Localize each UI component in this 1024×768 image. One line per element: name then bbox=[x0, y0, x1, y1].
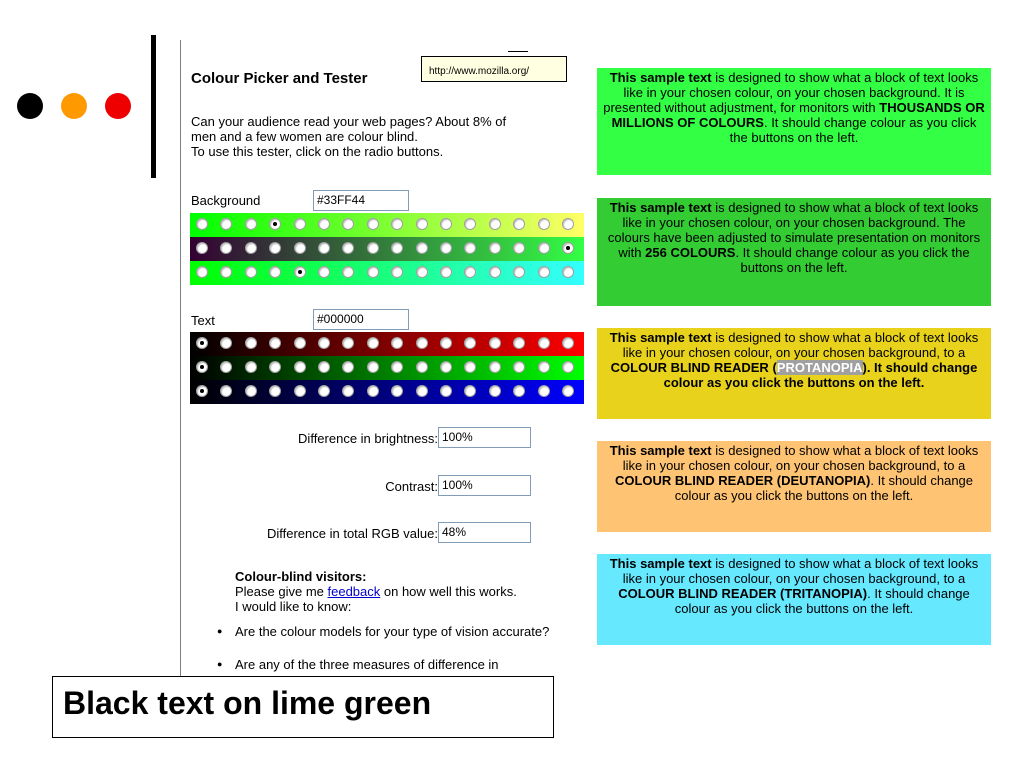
content-divider bbox=[180, 40, 181, 680]
colourblind-heading: Colour-blind visitors: bbox=[235, 569, 367, 584]
colour-radio[interactable] bbox=[391, 337, 403, 349]
sample-panel-protanopia bbox=[597, 328, 991, 419]
colour-radio[interactable] bbox=[464, 266, 476, 278]
brightness-field: 100% bbox=[438, 427, 531, 448]
background-swatch-row bbox=[190, 261, 584, 285]
colour-radio[interactable] bbox=[269, 361, 281, 373]
sample-lead: This sample text bbox=[609, 443, 712, 458]
colour-radio[interactable] bbox=[318, 385, 330, 397]
colour-radio[interactable] bbox=[294, 337, 306, 349]
protanopia-highlight: PROTANOPIA bbox=[776, 360, 863, 375]
colour-radio[interactable] bbox=[367, 218, 379, 230]
colour-radio[interactable] bbox=[464, 218, 476, 230]
colour-radio[interactable] bbox=[513, 266, 525, 278]
sample-emphasis: 256 COLOURS bbox=[645, 245, 736, 260]
colour-radio[interactable] bbox=[245, 242, 257, 254]
colour-radio[interactable] bbox=[220, 218, 232, 230]
feedback-post: on how well this works. bbox=[380, 584, 517, 599]
colour-radio[interactable] bbox=[269, 385, 281, 397]
text-label: Text bbox=[191, 313, 215, 328]
colour-radio[interactable] bbox=[220, 242, 232, 254]
know-line: I would like to know: bbox=[235, 599, 352, 614]
sample-body: is designed to show what a block of text looks like in your chosen colour, on your chosen background. The colours have been adjusted to simulate presentation on monitors with bbox=[607, 200, 981, 260]
intro-text bbox=[191, 114, 586, 159]
colour-radio[interactable] bbox=[440, 361, 452, 373]
colour-radio[interactable] bbox=[269, 266, 281, 278]
colour-radio[interactable] bbox=[220, 385, 232, 397]
sample-lead: This sample text bbox=[609, 330, 712, 345]
colour-radio[interactable] bbox=[245, 361, 257, 373]
colour-radio[interactable] bbox=[489, 337, 501, 349]
colour-radio[interactable] bbox=[538, 385, 550, 397]
text-hex-input[interactable]: #000000 bbox=[313, 309, 409, 330]
colour-radio[interactable] bbox=[538, 337, 550, 349]
colour-radio[interactable] bbox=[342, 361, 354, 373]
colour-radio[interactable] bbox=[269, 242, 281, 254]
background-hex-input[interactable]: #33FF44 bbox=[313, 190, 409, 211]
colour-radio[interactable] bbox=[416, 218, 428, 230]
slide-caption: Black text on lime green bbox=[52, 676, 554, 738]
colour-radio[interactable] bbox=[562, 218, 574, 230]
rgb-difference-label: Difference in total RGB value: bbox=[266, 526, 438, 541]
colour-radio[interactable] bbox=[196, 337, 208, 349]
colour-radio[interactable] bbox=[220, 361, 232, 373]
colour-radio[interactable] bbox=[562, 385, 574, 397]
colour-radio[interactable] bbox=[196, 242, 208, 254]
colour-radio[interactable] bbox=[391, 385, 403, 397]
colour-radio[interactable] bbox=[440, 337, 452, 349]
colour-radio[interactable] bbox=[440, 385, 452, 397]
sample-panel-deutanopia bbox=[597, 441, 991, 532]
colour-radio[interactable] bbox=[538, 266, 550, 278]
colour-radio[interactable] bbox=[318, 361, 330, 373]
sample-emphasis: THOUSANDS OR MILLIONS OF COLOURS bbox=[611, 100, 985, 130]
colour-radio[interactable] bbox=[294, 242, 306, 254]
red-dot bbox=[105, 93, 131, 119]
colour-radio[interactable] bbox=[342, 242, 354, 254]
colour-radio[interactable] bbox=[513, 385, 525, 397]
orange-dot bbox=[61, 93, 87, 119]
sample-tail: . It should change colour as you click the buttons on the left. bbox=[729, 115, 977, 145]
colour-radio[interactable] bbox=[196, 218, 208, 230]
sample-body: is designed to show what a block of text looks like in your chosen colour, on your chosen background. It is presented without adjustment, for monitors with bbox=[603, 70, 979, 115]
colour-radio[interactable] bbox=[318, 266, 330, 278]
background-swatch-row bbox=[190, 213, 584, 237]
sample-body: is designed to show what a block of text looks like in your chosen colour, on your chosen background, to a bbox=[622, 556, 979, 586]
text-swatch-row bbox=[190, 380, 584, 404]
colour-radio[interactable] bbox=[245, 218, 257, 230]
feedback-link[interactable]: feedback bbox=[327, 584, 381, 599]
colour-radio[interactable] bbox=[416, 242, 428, 254]
colour-radio[interactable] bbox=[440, 218, 452, 230]
colour-radio[interactable] bbox=[513, 242, 525, 254]
sample-lead: This sample text bbox=[609, 200, 712, 215]
colour-radio[interactable] bbox=[562, 266, 574, 278]
colour-radio[interactable] bbox=[269, 337, 281, 349]
black-dot bbox=[17, 93, 43, 119]
intro-line: To use this tester, click on the radio buttons. bbox=[191, 144, 444, 159]
colour-radio[interactable] bbox=[367, 242, 379, 254]
colour-radio[interactable] bbox=[342, 385, 354, 397]
background-swatch-row bbox=[190, 237, 584, 261]
colour-radio[interactable] bbox=[391, 361, 403, 373]
colour-radio[interactable] bbox=[538, 242, 550, 254]
sample-lead: This sample text bbox=[609, 70, 712, 85]
colour-radio[interactable] bbox=[196, 361, 208, 373]
sample-emphasis: COLOUR BLIND READER (DEUTANOPIA) bbox=[614, 473, 871, 488]
colour-radio[interactable] bbox=[318, 218, 330, 230]
sample-body: is designed to show what a block of text looks like in your chosen colour, on your chosen background, to a bbox=[622, 330, 979, 360]
colour-radio[interactable] bbox=[489, 385, 501, 397]
colour-radio[interactable] bbox=[391, 266, 403, 278]
colour-radio[interactable] bbox=[220, 266, 232, 278]
colour-radio[interactable] bbox=[196, 385, 208, 397]
url-tooltip bbox=[421, 56, 567, 82]
colour-radio[interactable] bbox=[318, 242, 330, 254]
colour-radio[interactable] bbox=[464, 337, 476, 349]
colour-radio[interactable] bbox=[416, 385, 428, 397]
colourblind-section bbox=[235, 569, 585, 614]
colour-radio[interactable] bbox=[367, 337, 379, 349]
sample-tail: . It should change colour as you click the buttons on the left. bbox=[674, 586, 970, 616]
colour-radio[interactable] bbox=[513, 337, 525, 349]
tooltip-text: http://www.mozilla.org/ bbox=[429, 66, 530, 77]
colour-radio[interactable] bbox=[294, 361, 306, 373]
colour-radio[interactable] bbox=[294, 266, 306, 278]
colour-radio[interactable] bbox=[538, 218, 550, 230]
contrast-label: Contrast: bbox=[385, 479, 438, 494]
page-title: Colour Picker and Tester bbox=[191, 70, 368, 87]
rgb-difference-field: 48% bbox=[438, 522, 531, 543]
colour-radio[interactable] bbox=[489, 218, 501, 230]
colour-radio[interactable] bbox=[391, 242, 403, 254]
colour-radio[interactable] bbox=[562, 361, 574, 373]
colour-radio[interactable] bbox=[416, 337, 428, 349]
colour-radio[interactable] bbox=[342, 266, 354, 278]
colour-radio[interactable] bbox=[489, 266, 501, 278]
divider-bar bbox=[151, 35, 156, 178]
colour-radio[interactable] bbox=[464, 361, 476, 373]
colour-radio[interactable] bbox=[440, 266, 452, 278]
colour-radio[interactable] bbox=[562, 337, 574, 349]
sample-emphasis: COLOUR BLIND READER (TRITANOPIA) bbox=[618, 586, 868, 601]
sample-emphasis: COLOUR BLIND READER bbox=[610, 360, 769, 375]
colour-radio[interactable] bbox=[294, 385, 306, 397]
colour-radio[interactable] bbox=[391, 218, 403, 230]
sample-panel-256 bbox=[597, 198, 991, 306]
colour-radio[interactable] bbox=[489, 242, 501, 254]
sample-panel-tritanopia bbox=[597, 554, 991, 645]
sample-panel-thousands bbox=[597, 68, 991, 175]
sample-tail: ). It should change colour as you click the buttons on the left. bbox=[663, 360, 978, 390]
colour-radio[interactable] bbox=[196, 266, 208, 278]
colour-radio[interactable] bbox=[416, 361, 428, 373]
text-swatch-row bbox=[190, 356, 584, 380]
sample-tail: . It should change colour as you click the buttons on the left. bbox=[735, 245, 970, 275]
brightness-label: Difference in brightness: bbox=[298, 431, 438, 446]
sample-paren: ( bbox=[768, 360, 777, 375]
list-item: ● Are any of the three measures of difference in bbox=[235, 657, 575, 672]
colour-radio[interactable] bbox=[367, 361, 379, 373]
sample-tail: . It should change colour as you click the buttons on the left. bbox=[674, 473, 974, 503]
colour-radio[interactable] bbox=[489, 361, 501, 373]
text-swatch-row bbox=[190, 332, 584, 356]
sample-lead: This sample text bbox=[609, 556, 712, 571]
colour-radio[interactable] bbox=[513, 218, 525, 230]
colour-radio[interactable] bbox=[464, 385, 476, 397]
colour-radio[interactable] bbox=[269, 218, 281, 230]
colour-radio[interactable] bbox=[318, 337, 330, 349]
colour-radio[interactable] bbox=[367, 266, 379, 278]
colour-radio[interactable] bbox=[538, 361, 550, 373]
colour-radio[interactable] bbox=[245, 385, 257, 397]
sample-body: is designed to show what a block of text looks like in your chosen colour, on your chosen background, to a bbox=[622, 443, 979, 473]
colour-radio[interactable] bbox=[367, 385, 379, 397]
list-item: ● Are the colour models for your type of vision accurate? bbox=[235, 624, 575, 639]
colour-radio[interactable] bbox=[562, 242, 574, 254]
colour-radio[interactable] bbox=[342, 218, 354, 230]
colour-radio[interactable] bbox=[416, 266, 428, 278]
colour-radio[interactable] bbox=[245, 266, 257, 278]
contrast-field: 100% bbox=[438, 475, 531, 496]
colour-radio[interactable] bbox=[245, 337, 257, 349]
intro-line: Can your audience read your web pages? About 8% of bbox=[191, 114, 507, 129]
feedback-pre: Please give me bbox=[235, 584, 328, 599]
colour-radio[interactable] bbox=[440, 242, 452, 254]
background-label: Background bbox=[191, 193, 261, 208]
colour-radio[interactable] bbox=[464, 242, 476, 254]
colour-radio[interactable] bbox=[342, 337, 354, 349]
colour-radio[interactable] bbox=[513, 361, 525, 373]
colour-radio[interactable] bbox=[294, 218, 306, 230]
colour-radio[interactable] bbox=[220, 337, 232, 349]
intro-line: men and a few women are colour blind. bbox=[191, 129, 418, 144]
